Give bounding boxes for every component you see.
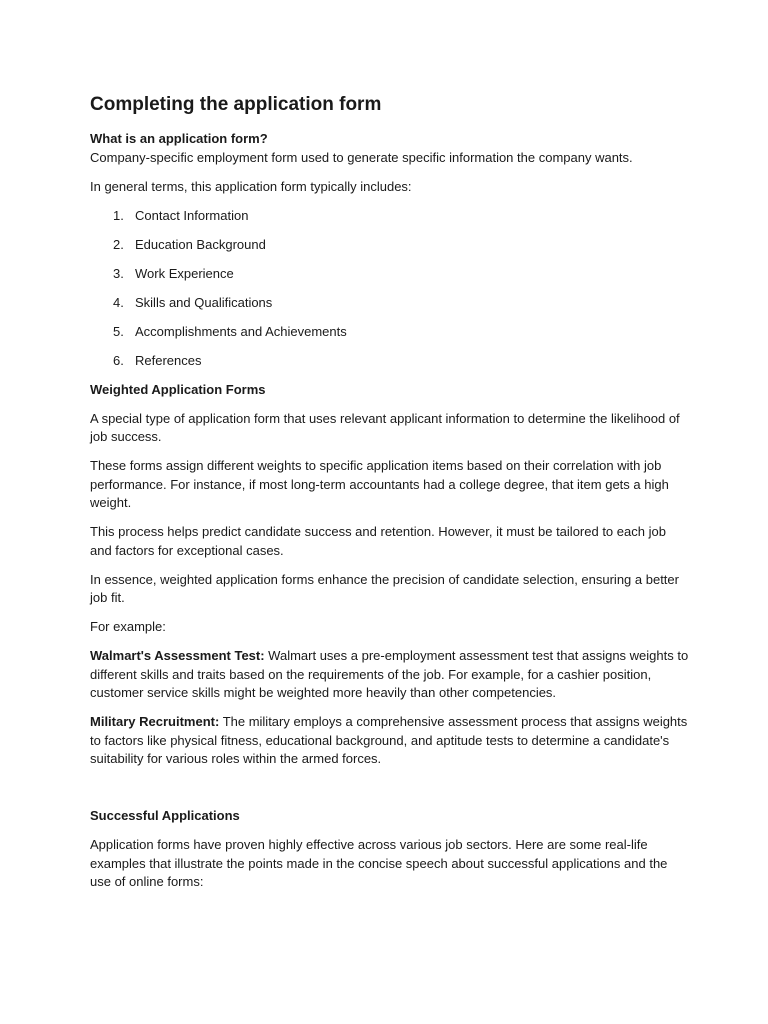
what-is-heading: What is an application form?: [90, 131, 268, 146]
for-example-label: For example:: [90, 619, 166, 634]
list-item-text: Accomplishments and Achievements: [135, 323, 347, 339]
what-is-text: Company-specific employment form used to generate specific information the company wants.: [90, 149, 633, 165]
list-number: 1.: [113, 207, 124, 223]
list-number: 2.: [113, 236, 124, 252]
list-item-text: Skills and Qualifications: [135, 294, 273, 310]
document-page: [90, 92, 690, 902]
list-number: 3.: [113, 265, 124, 281]
document-title: Completing the application form: [90, 94, 382, 115]
list-item: [90, 294, 690, 313]
list-item-text: Education Background: [135, 236, 266, 252]
weighted-paragraph-4: In essence, weighted application forms enhance the precision of candidate selection, ensuring a better job fit.: [90, 571, 679, 605]
weighted-paragraph-1: A special type of application form that uses relevant applicant information to determine the likelihood of job success.: [90, 410, 680, 444]
intro-paragraph: In general terms, this application form typically includes:: [90, 178, 412, 194]
section-spacer: [90, 779, 690, 807]
example-walmart-label: Walmart's Assessment Test:: [90, 648, 265, 663]
example-walmart-text: Walmart uses a pre-employment assessment test that assigns weights to different skills and traits based on the requirements of the job. For example, for a cashier position, customer service skills might be weighted more heavily than other competencies.: [90, 648, 689, 700]
example-military-label: Military Recruitment:: [90, 714, 220, 729]
successful-paragraph-1: Application forms have proven highly effective across various job sectors. Here are some real-life examples that illustrate the points made in the concise speech about successful applications and the use of online forms:: [90, 837, 668, 889]
weighted-paragraph-2: These forms assign different weights to specific application items based on their correlation with job performance. For instance, if most long-term accountants had a college degree, that item gets a high weight.: [90, 458, 669, 510]
list-item-text: References: [135, 352, 202, 368]
successful-heading: Successful Applications: [90, 808, 240, 823]
list-item: [90, 323, 690, 342]
example-military: [90, 713, 690, 769]
list-item: [90, 207, 690, 226]
weighted-paragraph-3: This process helps predict candidate success and retention. However, it must be tailored to each job and factors for exceptional cases.: [90, 524, 666, 558]
list-item-text: Work Experience: [135, 265, 234, 281]
list-number: 4.: [113, 294, 124, 310]
list-number: 5.: [113, 323, 124, 339]
list-number: 6.: [113, 352, 124, 368]
weighted-heading: Weighted Application Forms: [90, 381, 266, 397]
list-item: [90, 352, 690, 371]
example-military-text: The military employs a comprehensive assessment process that assigns weights to factors like physical fitness, educational background, and aptitude tests to determine a candidate's suitability for various roles within the armed forces.: [90, 714, 688, 766]
example-walmart: [90, 647, 690, 703]
includes-list: [90, 207, 690, 371]
list-item: [90, 265, 690, 284]
list-item-text: Contact Information: [135, 207, 249, 223]
list-item: [90, 236, 690, 255]
